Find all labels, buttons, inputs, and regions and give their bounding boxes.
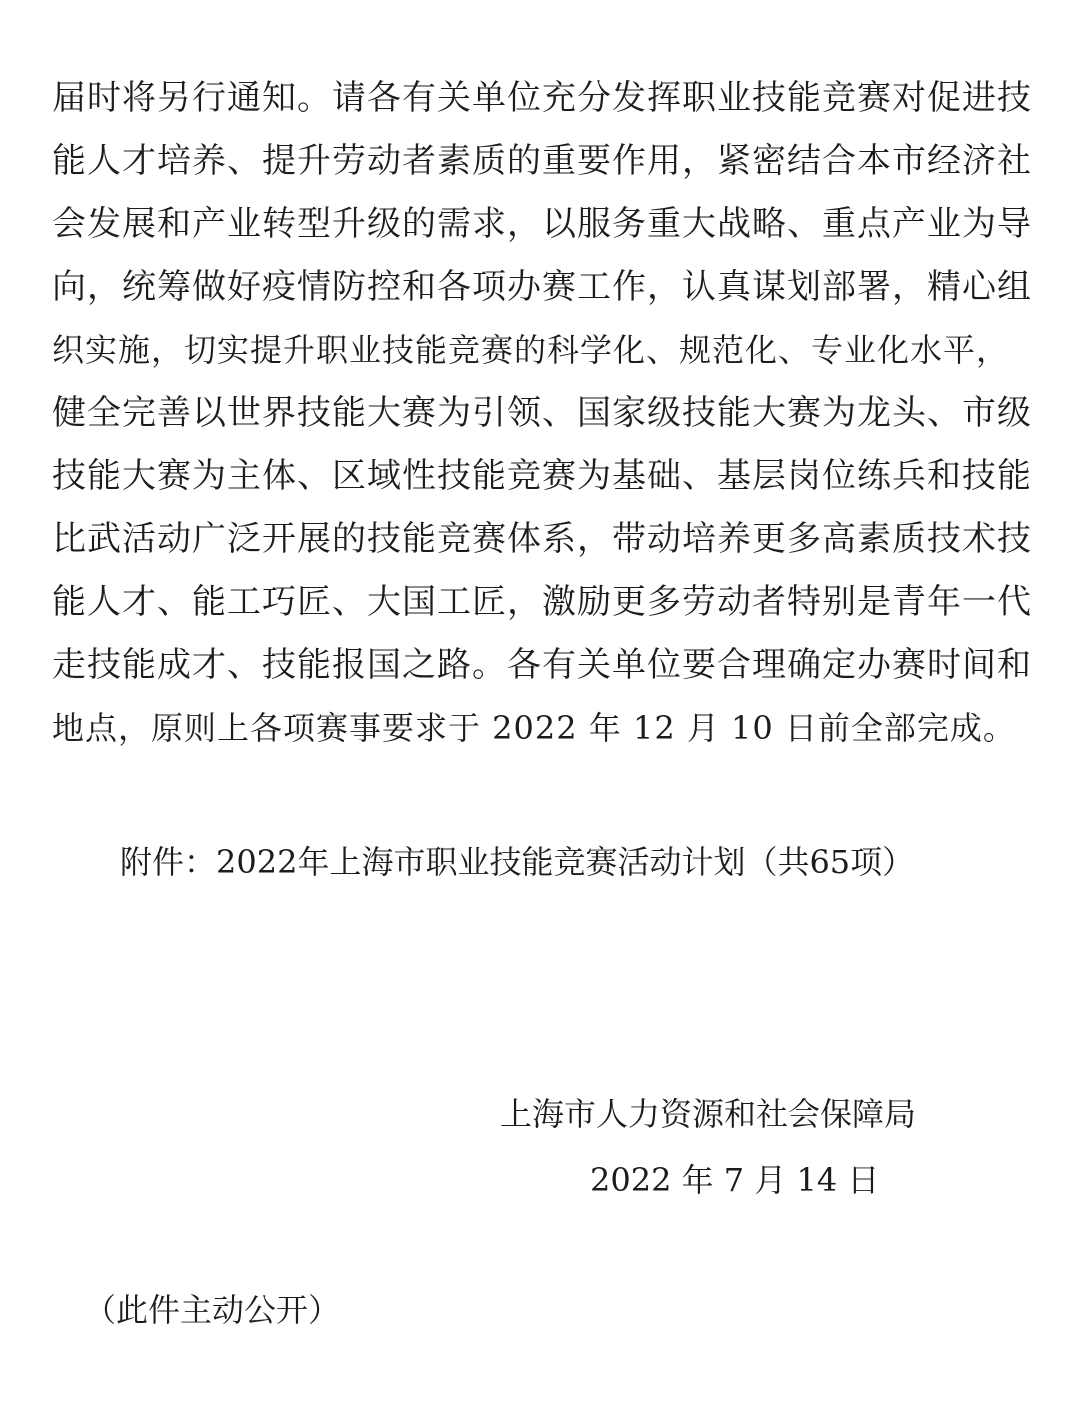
body-line: 织实施，切实提升职业技能竞赛的科学化、规范化、专业化水平， bbox=[52, 331, 1010, 369]
body-line: 能人才培养、提升劳动者素质的重要作用，紧密结合本市经济社 bbox=[52, 141, 1032, 181]
body-line: 地点，原则上各项赛事要求于 2022 年 12 月 10 日前全部完成。 bbox=[52, 709, 1016, 747]
body-line: 比武活动广泛开展的技能竞赛体系，带动培养更多高素质技术技 bbox=[52, 519, 1032, 559]
body-line: 健全完善以世界技能大赛为引领、国家级技能大赛为龙头、市级 bbox=[52, 393, 1032, 433]
body-line: 向，统筹做好疫情防控和各项办赛工作，认真谋划部署，精心组 bbox=[52, 267, 1032, 307]
body-line: 走技能成才、技能报国之路。各有关单位要合理确定办赛时间和 bbox=[52, 645, 1032, 685]
disclosure-note: （此件主动公开） bbox=[84, 1291, 341, 1329]
body-line: 会发展和产业转型升级的需求，以服务重大战略、重点产业为导 bbox=[52, 204, 1032, 244]
issue-date: 2022 年 7 月 14 日 bbox=[590, 1161, 880, 1199]
body-line: 技能大赛为主体、区域性技能竞赛为基础、基层岗位练兵和技能 bbox=[52, 456, 1032, 496]
body-line: 能人才、能工巧匠、大国工匠，激励更多劳动者特别是青年一代 bbox=[52, 582, 1032, 622]
issuing-authority: 上海市人力资源和社会保障局 bbox=[500, 1095, 917, 1133]
attachment-note: 附件：2022年上海市职业技能竞赛活动计划（共65项） bbox=[120, 843, 915, 881]
body-line: 届时将另行通知。请各有关单位充分发挥职业技能竞赛对促进技 bbox=[52, 78, 1032, 118]
